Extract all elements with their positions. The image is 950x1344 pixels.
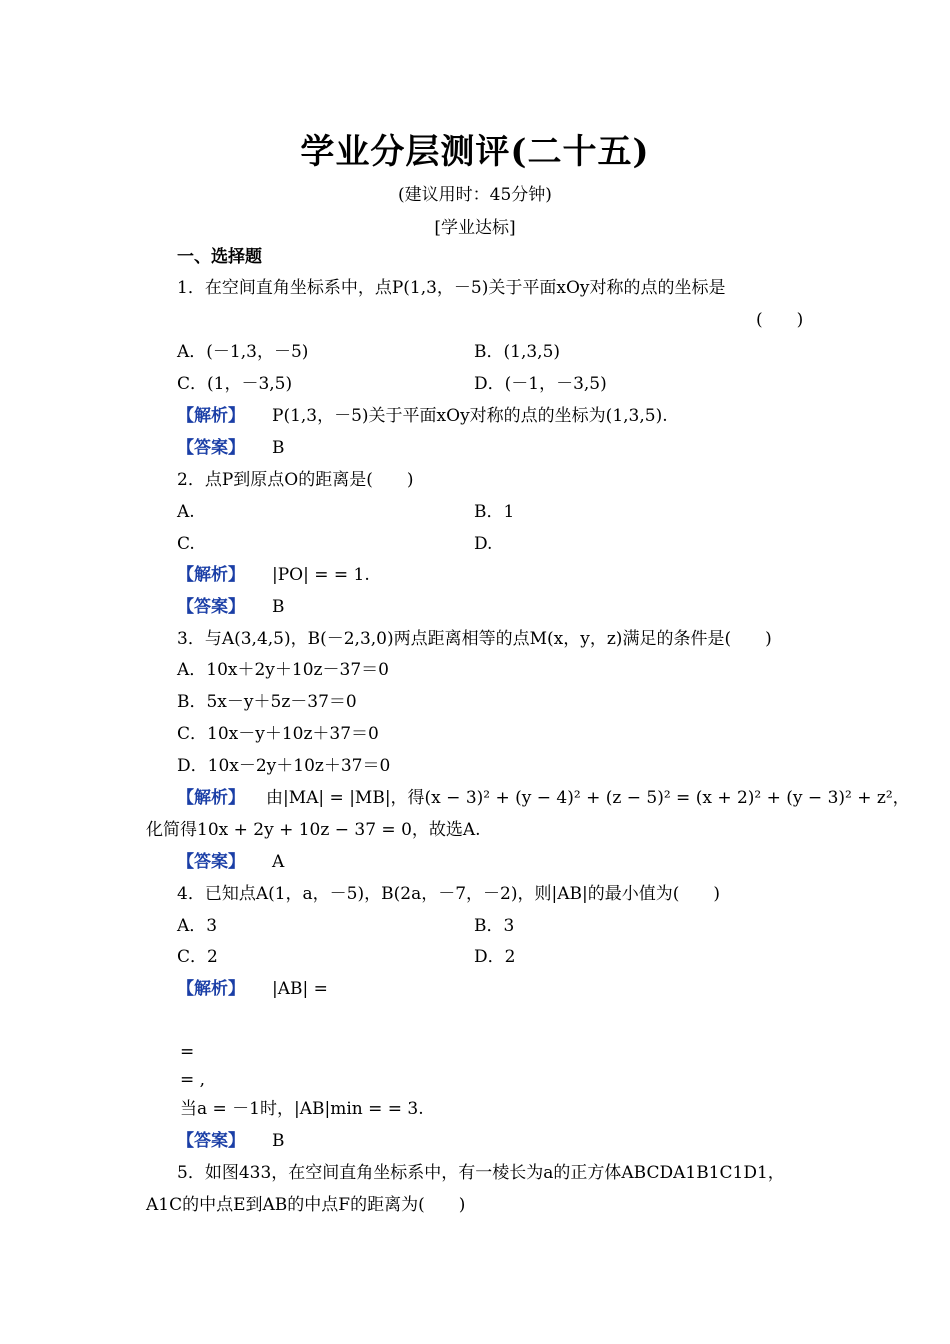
q4-option-c: C．2 (177, 947, 218, 967)
q4-analysis-tag: 【解析】 (177, 979, 245, 999)
q3-option-d: D．10x－2y＋10z＋37＝0 (177, 756, 391, 776)
page-title: 学业分层测评(二十五) (300, 132, 650, 172)
q2-analysis-tag: 【解析】 (177, 565, 245, 585)
q1-option-b: B．(1,3,5) (474, 342, 561, 362)
q2-answer-tag: 【答案】 (177, 597, 245, 617)
q4-stem: 4．已知点A(1，a，－5)，B(2a，－7，－2)，则|AB|的最小值为( ) (177, 884, 720, 904)
q1-answer: B (272, 438, 285, 458)
q3-option-c: C．10x－y＋10z＋37＝0 (177, 724, 379, 744)
q1-option-d: D．(－1，－3,5) (474, 374, 607, 394)
q4-analysis-line1: |AB| = (272, 979, 328, 999)
q1-paren: ( ) (756, 310, 804, 330)
q4-option-d: D．2 (474, 947, 516, 967)
q4-option-b: B．3 (474, 916, 515, 936)
level-heading: [学业达标] (434, 218, 516, 238)
q5-stem-line2: A1C的中点E到AB的中点F的距离为( ) (146, 1195, 466, 1215)
q1-option-a: A．(－1,3，－5) (177, 342, 309, 362)
q1-stem: 1．在空间直角坐标系中，点P(1,3，－5)关于平面xOy对称的点的坐标是 (177, 278, 726, 298)
q3-analysis-line2: 化简得10x + 2y + 10z − 37 = 0，故选A. (146, 820, 481, 840)
q2-option-d: D. (474, 534, 493, 554)
q1-answer-tag: 【答案】 (177, 438, 245, 458)
q3-option-a: A．10x＋2y＋10z－37＝0 (177, 660, 389, 680)
q4-option-a: A．3 (177, 916, 218, 936)
q3-analysis-line1: 由|MA| = |MB|，得(x − 3)² + (y − 4)² + (z − 5)² = (x + 2)² + (y − 3)² + z²， (266, 788, 910, 808)
q4-answer-tag: 【答案】 (177, 1131, 245, 1151)
q3-stem: 3．与A(3,4,5)，B(－2,3,0)两点距离相等的点M(x，y，z)满足的条件是( ) (177, 629, 772, 649)
q2-answer: B (272, 597, 285, 617)
q3-option-b: B．5x－y＋5z－37＝0 (177, 692, 357, 712)
q2-option-c: C. (177, 534, 195, 554)
q1-option-c: C．(1，－3,5) (177, 374, 293, 394)
q4-analysis-line3: = , (180, 1070, 206, 1090)
q1-analysis-tag: 【解析】 (177, 406, 245, 426)
q3-analysis-tag: 【解析】 (177, 788, 245, 808)
q1-analysis: P(1,3，－5)关于平面xOy对称的点的坐标为(1,3,5). (272, 406, 668, 426)
q3-answer-tag: 【答案】 (177, 852, 245, 872)
q2-option-b: B．1 (474, 502, 515, 522)
q4-analysis-line2: = (180, 1042, 195, 1062)
time-note: (建议用时：45分钟) (398, 185, 552, 205)
q5-stem-line1: 5．如图433，在空间直角坐标系中，有一棱长为a的正方体ABCDA1B1C1D1， (177, 1163, 785, 1183)
q2-analysis: |PO| = = 1. (272, 565, 370, 585)
section-heading: 一、选择题 (177, 247, 262, 267)
q3-answer: A (272, 852, 285, 872)
q2-stem: 2．点P到原点O的距离是( ) (177, 470, 414, 490)
q4-answer: B (272, 1131, 285, 1151)
q2-option-a: A. (177, 502, 195, 522)
q4-analysis-line4: 当a = －1时，|AB|min = = 3. (180, 1099, 424, 1119)
